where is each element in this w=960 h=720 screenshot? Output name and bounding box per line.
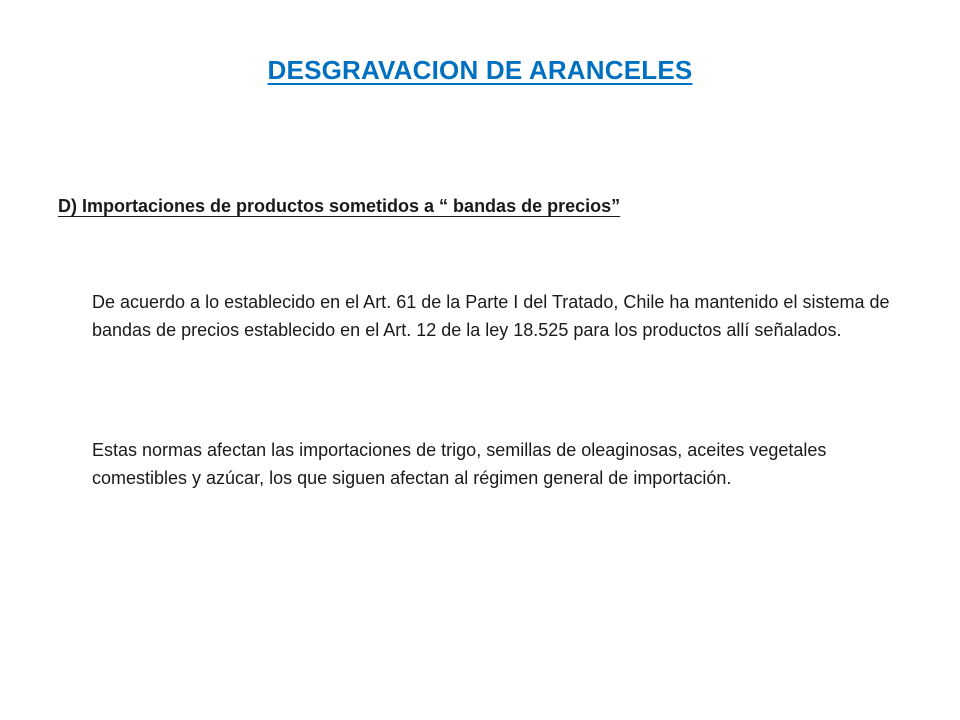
paragraph-2: Estas normas afectan las importaciones de trigo, semillas de oleaginosas, aceites vegetales comestibles y azúcar, los que siguen afectan al régimen general de importación. xyxy=(92,440,827,488)
slide-title: DESGRAVACION DE ARANCELES xyxy=(267,55,693,85)
section-heading: D) Importaciones de productos sometidos a “ bandas de precios” xyxy=(58,196,621,216)
paragraph-1: De acuerdo a lo establecido en el Art. 61 de la Parte I del Tratado, Chile ha mantenido el sistema de bandas de precios establecido en el Art. 12 de la ley 18.525 para los productos allí señalados. xyxy=(92,292,890,340)
